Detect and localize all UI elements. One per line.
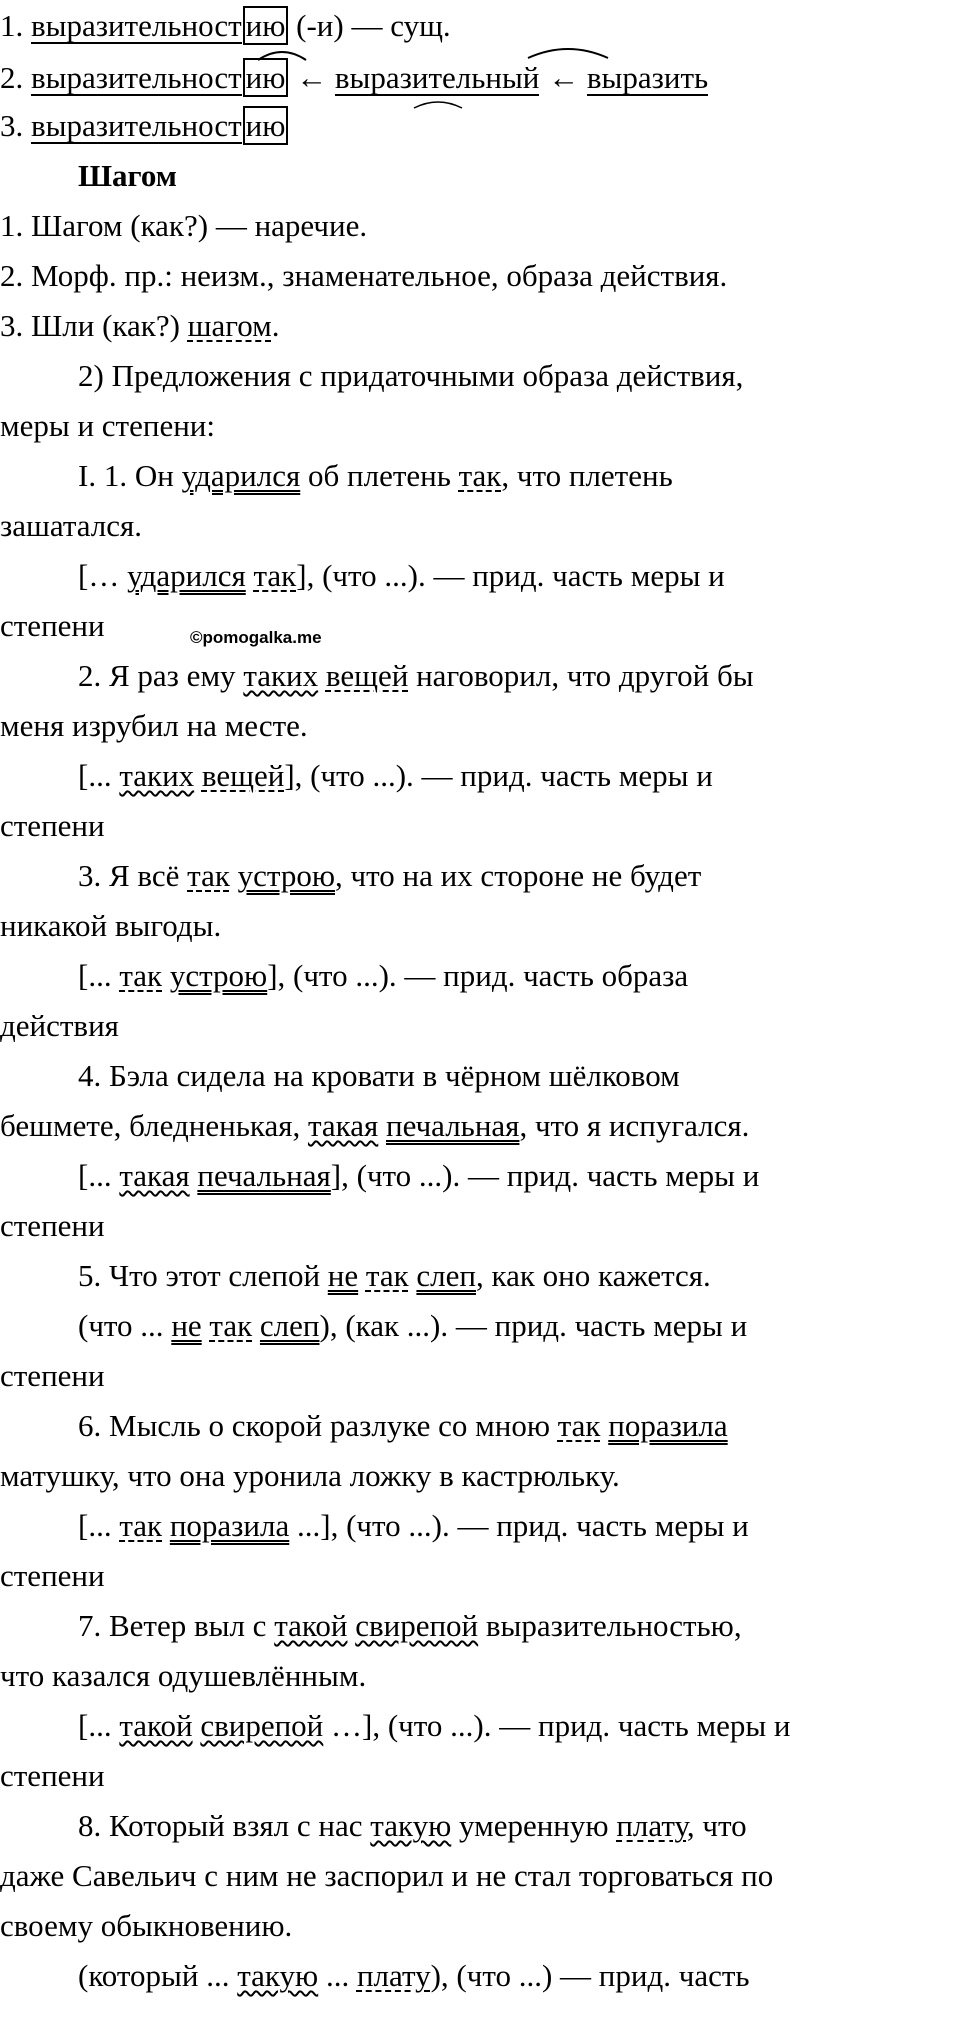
sentence-line: I. 1. Он ударился об плетень так, что плетень <box>78 458 673 493</box>
adverbial: так <box>557 1408 601 1443</box>
sentence-line: даже Савельич с ним не заспорил и не стал торговаться по <box>0 1858 774 1893</box>
attribute: свирепой <box>355 1608 479 1643</box>
text-line: меры и степени: <box>0 408 216 443</box>
scheme-line: степени <box>0 1758 105 1793</box>
suffix-arc <box>258 52 306 60</box>
sentence-line: 5. Что этот слепой не так слеп, как оно кажется. <box>78 1258 711 1293</box>
object: плату <box>356 1958 431 1993</box>
word-stem: выразительност <box>31 8 242 43</box>
adverbial: так <box>209 1308 253 1343</box>
ending-box: ию <box>243 58 289 97</box>
attribute: такая <box>307 1108 379 1143</box>
sentence-line: 8. Который взял с нас такую умеренную плату, что <box>78 1808 747 1843</box>
attribute: таких <box>119 758 195 793</box>
word-heading: Шагом <box>78 158 177 193</box>
adverbial: так <box>253 558 297 593</box>
sentence-line: зашатался. <box>0 508 143 543</box>
predicate: поразила <box>169 1508 290 1543</box>
scheme-line: [... такой свирепой …], (что ...). — прид. часть меры и <box>78 1708 791 1743</box>
predicate: ударился <box>181 458 301 493</box>
scheme-line: степени <box>0 1558 105 1593</box>
scheme-line: (который ... такую ... плату), (что ...) — прид. часть <box>78 1958 750 1993</box>
root-arc <box>414 102 462 108</box>
suffix-arcs <box>0 0 960 160</box>
sentence-line: бешмете, бледненькая, такая печальная, что я испугался. <box>0 1108 750 1143</box>
adverbial: так <box>187 858 230 893</box>
suffix-arc <box>528 49 608 58</box>
predicate: слеп <box>259 1308 320 1343</box>
derivation-arrow: ← <box>540 60 587 95</box>
scheme-line: [... так устрою], (что ...). — прид. часть образа <box>78 958 689 993</box>
scheme-line: степени <box>0 1358 105 1393</box>
attribute: такая <box>119 1158 190 1193</box>
attribute: такую <box>370 1808 452 1843</box>
scheme-line: [... таких вещей], (что ...). — прид. часть меры и <box>78 758 713 793</box>
line-number: 3. <box>0 108 24 143</box>
adverbial-underline: шагом <box>187 308 272 343</box>
object: вещей <box>325 658 409 693</box>
object: вещей <box>201 758 285 793</box>
predicate: печальная <box>386 1108 520 1143</box>
predicate: устрою <box>169 958 268 993</box>
scheme-line: степени <box>0 608 105 643</box>
derivation-arrow: ← <box>288 60 335 95</box>
sentence-line: меня изрубил на месте. <box>0 708 308 743</box>
text-line: 2. Морф. пр.: неизм., знаменательное, образа действия. <box>0 258 728 293</box>
ending-box: ию <box>243 6 289 45</box>
sentence-line: 2. Я раз ему таких вещей наговорил, что другой бы <box>78 658 754 693</box>
scheme-line: степени <box>0 1208 105 1243</box>
adverbial: так <box>458 458 502 493</box>
scheme-line: [... такая печальная], (что ...). — прид. часть меры и <box>78 1158 760 1193</box>
scheme-line: (что ... не так слеп), (как ...). — прид. часть меры и <box>78 1308 748 1343</box>
sentence-line: 3. Я всё так устрою, что на их стороне не будет <box>78 858 702 893</box>
ending-box: ию <box>243 106 289 145</box>
adverbial: так <box>365 1258 409 1293</box>
morph-line-1: 1. выразительност ию (-и) — сущ. <box>0 8 451 43</box>
predicate: не <box>171 1308 202 1343</box>
derived-word: выразительный <box>334 60 540 95</box>
predicate: слеп <box>416 1258 476 1293</box>
predicate: поразила <box>608 1408 728 1443</box>
object: плату <box>616 1808 687 1843</box>
sentence-line: что казался одушевлённым. <box>0 1658 367 1693</box>
adverbial: так <box>119 958 163 993</box>
line-number: 1. <box>0 8 24 43</box>
sentence-line: никакой выгоды. <box>0 908 222 943</box>
sentence-line: своему обыкновению. <box>0 1908 293 1943</box>
text-line: 2) Предложения с придаточными образа действия, <box>78 358 744 393</box>
attribute: такой <box>274 1608 348 1643</box>
predicate: ударился <box>127 558 246 593</box>
predicate: печальная <box>197 1158 331 1193</box>
predicate: устрою <box>237 858 336 893</box>
base-word: выразить <box>586 60 709 95</box>
scheme-line: [... так поразила ...], (что ...). — прид. часть меры и <box>78 1508 749 1543</box>
scheme-line: действия <box>0 1008 119 1043</box>
scheme-line: степени <box>0 808 105 843</box>
attribute: свирепой <box>200 1708 324 1743</box>
attribute: таких <box>243 658 319 693</box>
scheme-line: [… ударился так], (что ...). — прид. часть меры и <box>78 558 725 593</box>
attribute: такую <box>237 1958 319 1993</box>
line-number: 2. <box>0 60 24 95</box>
attribute: такой <box>119 1708 193 1743</box>
sentence-line: 4. Бэла сидела на кровати в чёрном шёлковом <box>78 1058 680 1093</box>
text-line: 3. Шли (как?) шагом. <box>0 308 280 343</box>
word-stem: выразительност <box>31 108 242 143</box>
sentence-line: матушку, что она уронила ложку в кастрюльку. <box>0 1458 620 1493</box>
text-line: 1. Шагом (как?) — наречие. <box>0 208 368 243</box>
predicate: не <box>327 1258 359 1293</box>
sentence-line: 7. Ветер выл с такой свирепой выразительностью, <box>78 1608 742 1643</box>
watermark: ©pomogalka.me <box>190 628 322 647</box>
word-stem: выразительност <box>31 60 242 95</box>
adverbial: так <box>119 1508 163 1543</box>
sentence-line: 6. Мысль о скорой разлуке со мною так поразила <box>78 1408 728 1443</box>
